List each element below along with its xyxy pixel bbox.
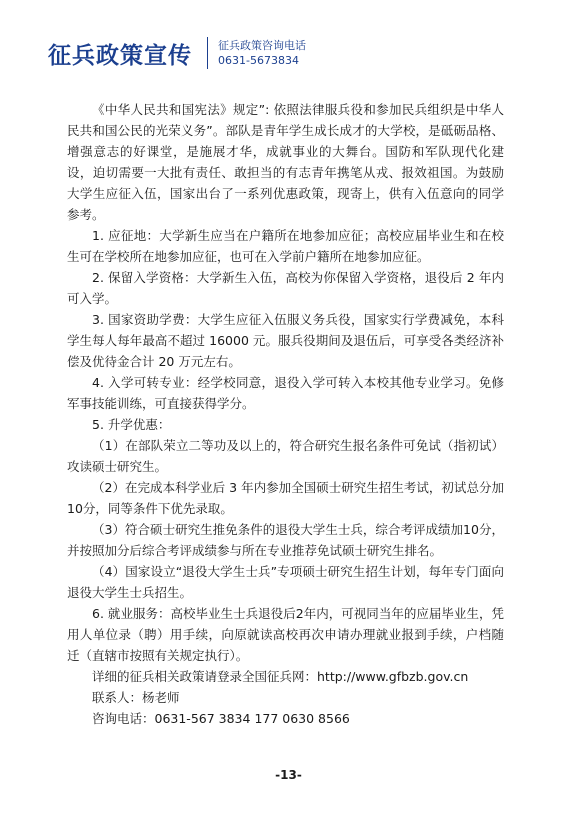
policy-item-4: 4. 入学可转专业：经学校同意，退役入学可转入本校其他专业学习。免修军事技能训练，可直接获得学分。 xyxy=(67,375,504,411)
website-line: 详细的征兵相关政策请登录全国征兵网：http://www.gfbzb.gov.cn xyxy=(92,669,469,684)
policy-subitem-1: （1）在部队荣立二等功及以上的，符合研究生报名条件可免试（指初试）攻读硕士研究生。 xyxy=(67,438,504,474)
header-divider xyxy=(207,37,208,69)
hotline-label: 征兵政策咨询电话 xyxy=(218,39,306,52)
hotline-number: 0631-5673834 xyxy=(218,54,299,67)
policy-item-5: 5. 升学优惠： xyxy=(92,417,171,432)
page-header xyxy=(48,30,306,76)
intro-paragraph: 《中华人民共和国宪法》规定”: 依照法律服兵役和参加民兵组织是中华人民共和国公民的光荣义务”。部队是青年学生成长成才的大学校，是砥砺品格、增强意志的好课堂，是施展才华，成就事业的大舞台。国防和军队现代化建设，迫切需要一大批有责任、敢担当的有志青年携笔从戎、报效祖国。为鼓励大学生应征入伍，国家出台了一系列优惠政策，现寄上，供有入伍意向的同学参考。 xyxy=(67,102,504,222)
consult-phone-line: 咨询电话：0631-567 3834 177 0630 8566 xyxy=(92,711,350,726)
policy-item-3: 3. 国家资助学费：大学生应征入伍服义务兵役，国家实行学费减免，本科学生每人每年最高不超过 16000 元。服兵役期间及退伍后，可享受各类经济补偿及优待金合计 20 万元左右。 xyxy=(67,312,504,369)
policy-item-2: 2. 保留入学资格：大学新生入伍，高校为你保留入学资格，退役后 2 年内可入学。 xyxy=(67,270,504,306)
contact-line: 联系人：杨老师 xyxy=(92,690,180,705)
page-title: 征兵政策宣传 xyxy=(48,42,192,69)
policy-item-1: 1. 应征地：大学新生应当在户籍所在地参加应征；高校应届毕业生和在校生可在学校所在地参加应征，也可在入学前户籍所在地参加应征。 xyxy=(67,228,504,264)
policy-subitem-2: （2）在完成本科学业后 3 年内参加全国硕士研究生招生考试，初试总分加10分，同等条件下优先录取。 xyxy=(67,480,504,516)
policy-item-6: 6. 就业服务：高校毕业生士兵退役后2年内，可视同当年的应届毕业生，凭用人单位录（聘）用手续，向原就读高校再次申请办理就业报到手续，户档随迁（直辖市按照有关规定执行）。 xyxy=(67,606,504,663)
document-body xyxy=(67,99,504,729)
hotline-block xyxy=(218,38,306,68)
policy-subitem-3: （3）符合硕士研究生推免条件的退役大学生士兵，综合考评成绩加10分，并按照加分后综合考评成绩参与所在专业推荐免试硕士研究生排名。 xyxy=(67,522,504,558)
policy-subitem-4: （4）国家设立“退役大学生士兵”专项硕士研究生招生计划，每年专门面向退役大学生士兵招生。 xyxy=(67,564,504,600)
page-number: -13- xyxy=(275,768,302,782)
